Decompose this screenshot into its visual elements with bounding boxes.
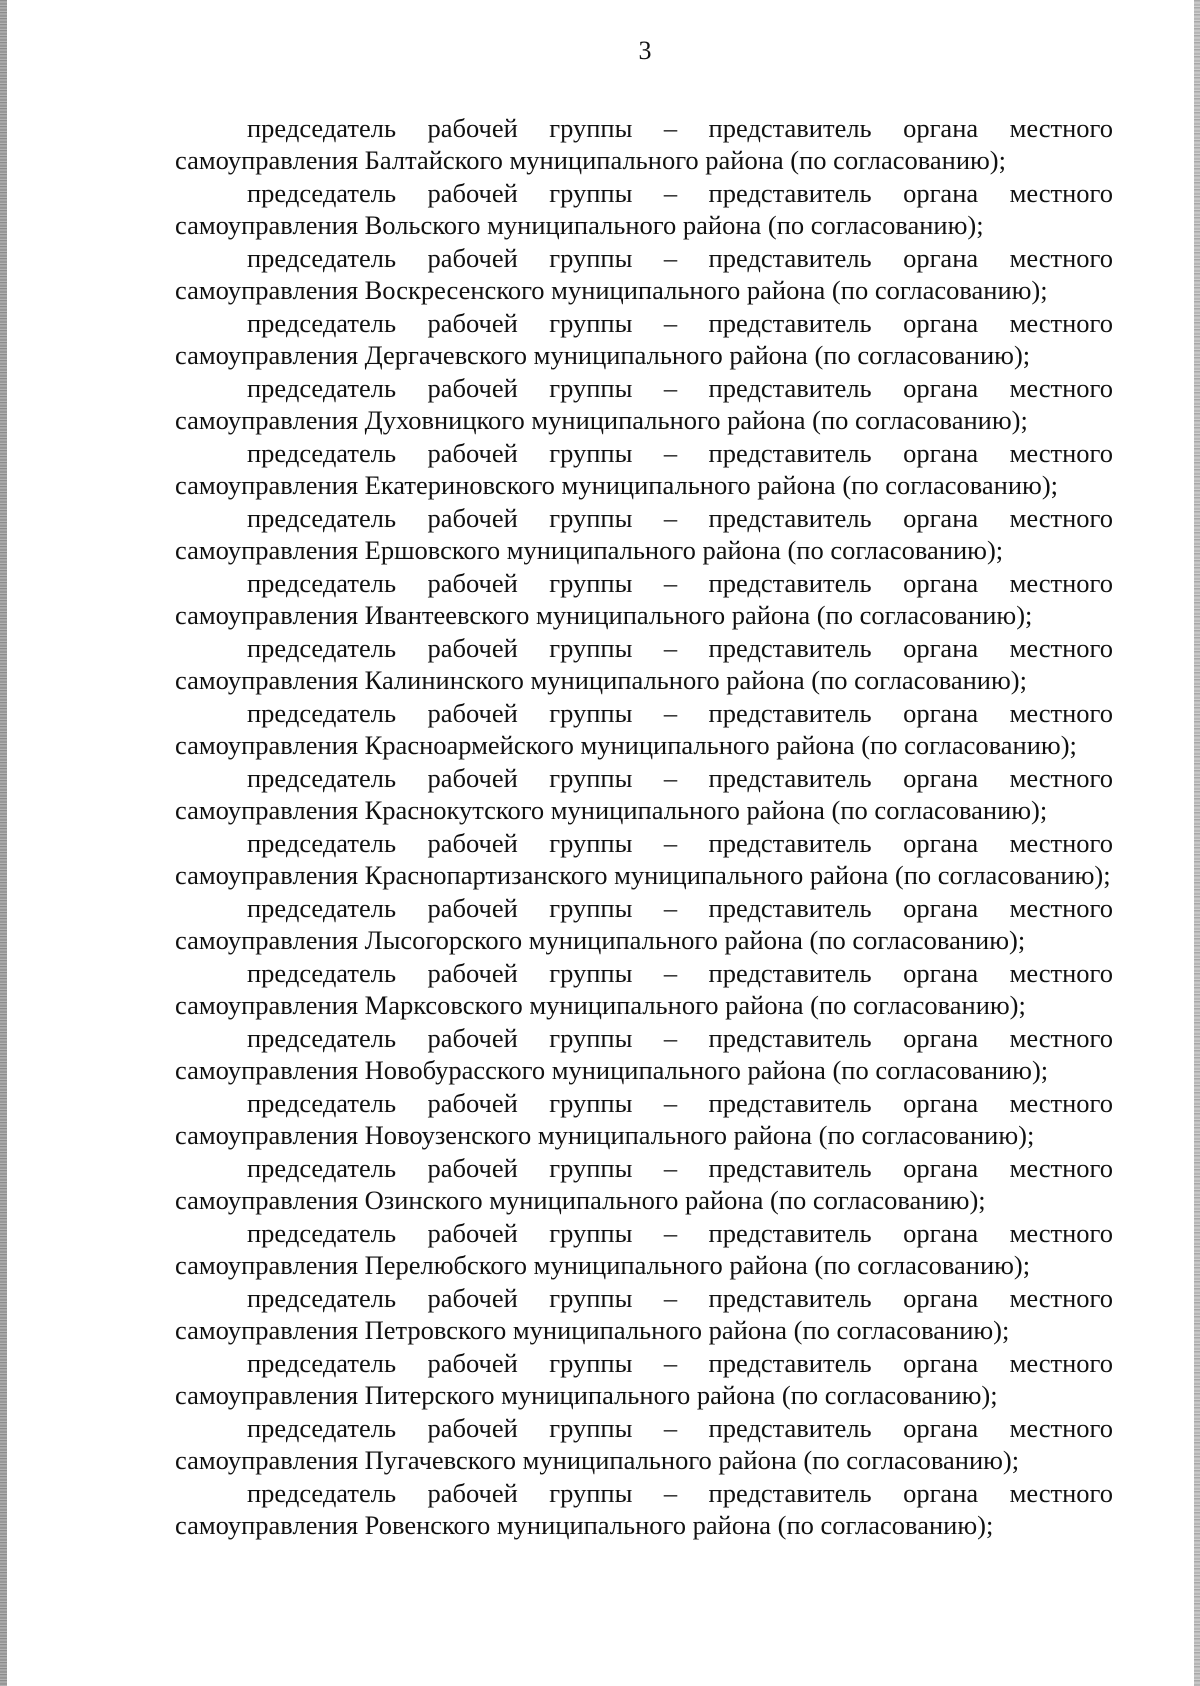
committee-member-entry	[175, 1282, 1113, 1347]
entry-body-line: самоуправления Перелюбского муниципального района (по согласованию);	[175, 1250, 1031, 1280]
entry-body-line: самоуправления Петровского муниципального района (по согласованию);	[175, 1315, 1010, 1345]
committee-member-entry	[175, 1022, 1113, 1087]
entry-role-line: председатель рабочей группы – представитель органа местного	[247, 633, 1113, 663]
entry-role-line: председатель рабочей группы – представитель органа местного	[247, 373, 1113, 403]
entry-body-line: самоуправления Ивантеевского муниципального района (по согласованию);	[175, 600, 1033, 630]
committee-member-entry	[175, 697, 1113, 762]
entry-role-line: председатель рабочей группы – представитель органа местного	[247, 1088, 1113, 1118]
committee-member-entry	[175, 567, 1113, 632]
entry-role-line: председатель рабочей группы – представитель органа местного	[247, 893, 1113, 923]
committee-member-entry	[175, 242, 1113, 307]
entry-role-line: председатель рабочей группы – представитель органа местного	[247, 698, 1113, 728]
committee-member-entry	[175, 632, 1113, 697]
entry-role-line: председатель рабочей группы – представитель органа местного	[247, 438, 1113, 468]
committee-member-entry	[175, 1152, 1113, 1217]
entry-body-line: самоуправления Балтайского муниципального района (по согласованию);	[175, 145, 1006, 175]
entry-body-line: самоуправления Дергачевского муниципального района (по согласованию);	[175, 340, 1031, 370]
committee-member-entry	[175, 1412, 1113, 1477]
committee-member-entry	[175, 307, 1113, 372]
entry-role-line: председатель рабочей группы – представитель органа местного	[247, 1478, 1113, 1508]
entry-body-line: самоуправления Краснокутского муниципального района (по согласованию);	[175, 795, 1048, 825]
entry-role-line: председатель рабочей группы – представитель органа местного	[247, 1413, 1113, 1443]
entry-role-line: председатель рабочей группы – представитель органа местного	[247, 763, 1113, 793]
entry-role-line: председатель рабочей группы – представитель органа местного	[247, 503, 1113, 533]
committee-member-entry	[175, 177, 1113, 242]
committee-member-entry	[175, 502, 1113, 567]
entry-body-line: самоуправления Пугачевского муниципального района (по согласованию);	[175, 1445, 1020, 1475]
committee-member-entry	[175, 1477, 1113, 1542]
committee-member-entry	[175, 762, 1113, 827]
committee-member-entry	[175, 957, 1113, 1022]
document-body	[175, 112, 1113, 1542]
entry-body-line: самоуправления Калининского муниципального района (по согласованию);	[175, 665, 1027, 695]
entry-role-line: председатель рабочей группы – представитель органа местного	[247, 1283, 1113, 1313]
committee-member-entry	[175, 372, 1113, 437]
committee-member-entry	[175, 1087, 1113, 1152]
committee-member-entry	[175, 1217, 1113, 1282]
entry-role-line: председатель рабочей группы – представитель органа местного	[247, 1218, 1113, 1248]
entry-body-line: самоуправления Ершовского муниципального района (по согласованию);	[175, 535, 1004, 565]
entry-role-line: председатель рабочей группы – представитель органа местного	[247, 1348, 1113, 1378]
scan-edge-left	[0, 0, 7, 1686]
entry-body-line: самоуправления Новоузенского муниципального района (по согласованию);	[175, 1120, 1035, 1150]
entry-body-line: самоуправления Воскресенского муниципального района (по согласованию);	[175, 275, 1048, 305]
entry-body-line: самоуправления Озинского муниципального района (по согласованию);	[175, 1185, 986, 1215]
entry-body-line: самоуправления Лысогорского муниципального района (по согласованию);	[175, 925, 1026, 955]
entry-body-line: самоуправления Екатериновского муниципального района (по согласованию);	[175, 470, 1059, 500]
entry-body-line: самоуправления Красноармейского муниципального района (по согласованию);	[175, 730, 1077, 760]
committee-member-entry	[175, 1347, 1113, 1412]
entry-role-line: председатель рабочей группы – представитель органа местного	[247, 1153, 1113, 1183]
entry-body-line: самоуправления Духовницкого муниципального района (по согласованию);	[175, 405, 1028, 435]
entry-role-line: председатель рабочей группы – представитель органа местного	[247, 178, 1113, 208]
committee-member-entry	[175, 437, 1113, 502]
entry-role-line: председатель рабочей группы – представитель органа местного	[247, 568, 1113, 598]
committee-member-entry	[175, 892, 1113, 957]
committee-member-entry	[175, 827, 1113, 892]
entry-body-line: самоуправления Ровенского муниципального района (по согласованию);	[175, 1510, 994, 1540]
entry-role-line: председатель рабочей группы – представитель органа местного	[247, 1023, 1113, 1053]
entry-role-line: председатель рабочей группы – представитель органа местного	[247, 113, 1113, 143]
scan-edge-right	[1194, 0, 1200, 1686]
entry-role-line: председатель рабочей группы – представитель органа местного	[247, 243, 1113, 273]
entry-body-line: самоуправления Новобурасского муниципального района (по согласованию);	[175, 1055, 1049, 1085]
entry-role-line: председатель рабочей группы – представитель органа местного	[247, 958, 1113, 988]
entry-body-line: самоуправления Краснопартизанского муниципального района (по согласованию);	[175, 860, 1111, 890]
entry-body-line: самоуправления Питерского муниципального района (по согласованию);	[175, 1380, 998, 1410]
committee-member-entry	[175, 112, 1113, 177]
entry-role-line: председатель рабочей группы – представитель органа местного	[247, 828, 1113, 858]
entry-body-line: самоуправления Вольского муниципального района (по согласованию);	[175, 210, 984, 240]
entry-role-line: председатель рабочей группы – представитель органа местного	[247, 308, 1113, 338]
page-number: 3	[638, 36, 652, 65]
entry-body-line: самоуправления Марксовского муниципального района (по согласованию);	[175, 990, 1026, 1020]
